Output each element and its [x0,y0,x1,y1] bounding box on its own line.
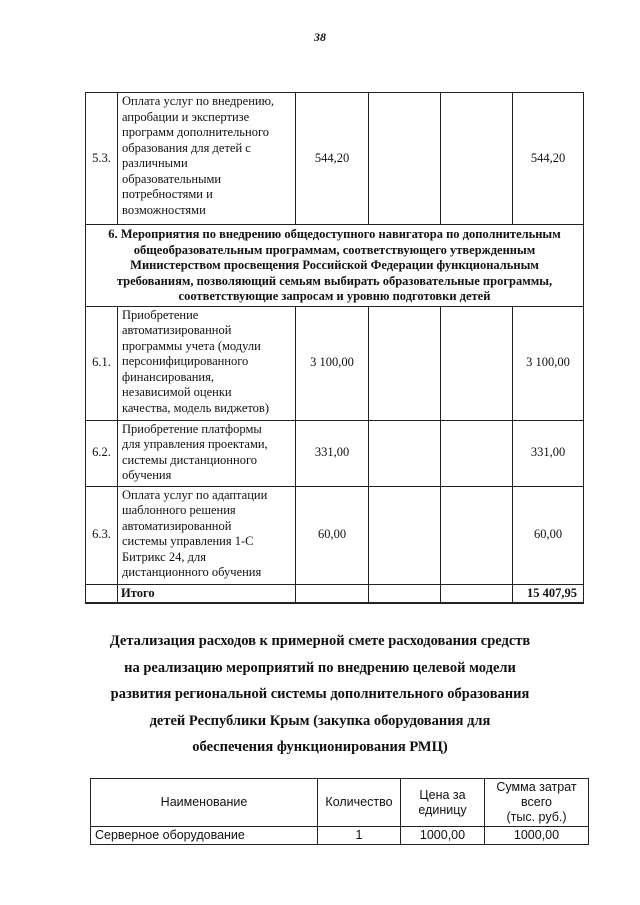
title-line: детей Республики Крым (закупка оборудования для [149,712,491,729]
row-description [118,93,296,225]
table-row [91,827,589,845]
empty-cell [369,584,441,603]
desc-line: системы управления 1-С [122,534,254,548]
header-line: Сумма затрат [496,780,577,794]
expense-table [85,92,584,604]
equipment-table [90,778,589,845]
row-value: 544,20 [296,93,369,225]
row-number: 5.3. [86,93,118,225]
item-sum: 1000,00 [485,827,589,845]
desc-line: системы дистанционного [122,452,258,467]
row-value: 60,00 [296,486,369,584]
header-line: единицу [418,802,467,817]
empty-cell [86,584,118,603]
desc-line: возможностями [122,202,206,217]
header-qty: Количество [318,779,401,827]
item-name: Серверное оборудование [91,827,318,845]
desc-line: автоматизированной [122,323,232,337]
desc-line: персонифицированного [122,354,249,368]
desc-line: финансирования, [122,369,214,384]
row-number: 6.3. [86,486,118,584]
title-line: обеспечения функционирования РМЦ) [192,739,448,755]
desc-line: образовательными [122,171,222,186]
empty-cell [441,420,513,486]
section-title [60,628,580,761]
item-price: 1000,00 [401,827,485,845]
empty-cell [441,486,513,584]
section-line: соответствующие запросам и уровню подготовки детей [178,289,491,303]
desc-line: автоматизированной [122,518,232,533]
total-label: Итого [118,584,296,603]
desc-line: программы учета (модули [122,338,261,353]
section-line: требованиям, позволяющий семьям выбирать образовательные программы, [116,273,553,288]
section-line: Министерством просвещения Российской Федерации функциональным [130,258,539,272]
header-row [91,779,589,827]
desc-line: Битрикс 24, для [122,549,206,564]
table-row [86,486,584,584]
header-line: (тыс. руб.) [506,810,567,824]
item-qty: 1 [318,827,401,845]
empty-cell [369,486,441,584]
row-description [118,420,296,486]
row-number: 6.2. [86,420,118,486]
page-number: 38 [314,30,326,44]
row-total: 3 100,00 [513,306,584,420]
section-line: общеобразовательным программам, соответствующего утвержденным [133,242,536,257]
desc-line: для управления проектами, [122,437,268,451]
row-description [118,306,296,420]
section-heading [86,225,584,307]
row-number: 6.1. [86,306,118,420]
empty-cell [441,584,513,603]
desc-line: программ дополнительного [122,125,270,139]
title-line: развития региональной системы дополнительного образования [110,686,530,702]
desc-line: Приобретение платформы [122,421,262,436]
empty-cell [441,93,513,225]
row-value: 3 100,00 [296,306,369,420]
section-line: 6. Мероприятия по внедрению общедоступного навигатора по дополнительным [108,227,561,241]
row-total: 60,00 [513,486,584,584]
header-line: всего [521,795,552,809]
section-row [86,225,584,307]
title-line: на реализацию мероприятий по внедрению целевой модели [124,659,516,676]
desc-line: независимой оценки [122,385,232,399]
row-total: 331,00 [513,420,584,486]
row-description [118,486,296,584]
header-name: Наименование [91,779,318,827]
desc-line: апробации и экспертизе [122,109,250,124]
table-row [86,306,584,420]
header-sum [485,779,589,827]
desc-line: Оплата услуг по внедрению, [122,94,275,108]
total-row [86,584,584,603]
desc-line: Приобретение [122,307,199,322]
empty-cell [441,306,513,420]
desc-line: различными [122,156,188,170]
desc-line: шаблонного решения [122,503,236,517]
total-value: 15 407,95 [513,584,584,603]
empty-cell [369,93,441,225]
desc-line: обучения [122,468,172,482]
empty-cell [369,420,441,486]
row-value: 331,00 [296,420,369,486]
desc-line: образования для детей с [122,140,251,155]
desc-line: Оплата услуг по адаптации [122,487,268,502]
table-row [86,420,584,486]
row-total: 544,20 [513,93,584,225]
desc-line: качества, модель виджетов) [122,400,269,415]
table-row [86,93,584,225]
desc-line: дистанционного обучения [122,565,262,579]
empty-cell [369,306,441,420]
header-price [401,779,485,827]
header-line: Цена за [419,787,466,802]
desc-line: потребностями и [122,187,213,201]
empty-cell [296,584,369,603]
title-line: Детализация расходов к примерной смете расходования средств [109,633,531,649]
